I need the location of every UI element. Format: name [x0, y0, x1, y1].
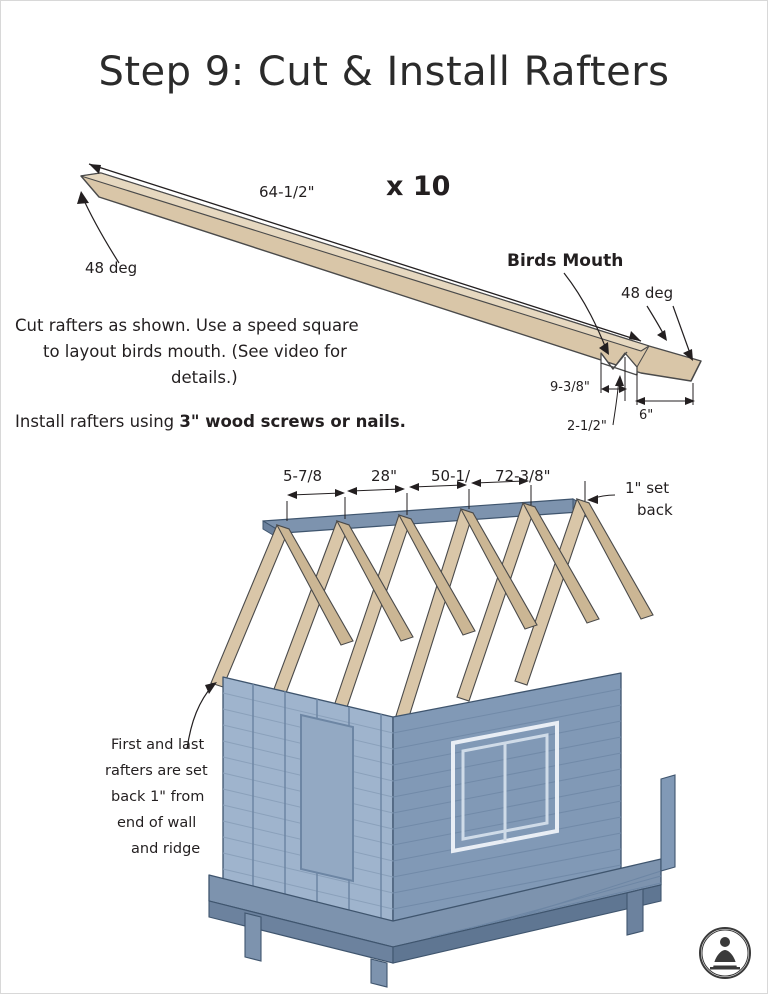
rafter-length-label: 64-1/2"	[259, 183, 315, 201]
instruction-line-1: Cut rafters as shown. Use a speed square	[15, 316, 359, 335]
spacing-label-1: 28"	[371, 467, 397, 485]
dimension-2-12-label: 2-1/2"	[567, 419, 607, 434]
logo-badge	[699, 927, 751, 979]
setback-label-line-2: back	[637, 501, 673, 519]
page-title: Step 9: Cut & Install Rafters	[98, 49, 670, 95]
rafter-setback-note-line-4: and ridge	[131, 841, 201, 857]
instruction-line-4-prefix: Install rafters using	[15, 412, 180, 431]
instruction-line-4	[15, 409, 455, 435]
playhouse-assembly	[209, 499, 675, 987]
rafter-setback-note-line-0: First and last	[111, 737, 205, 753]
spacing-label-3: 72-3/8"	[495, 467, 551, 485]
rafter-quantity-label: x 10	[386, 171, 451, 202]
birds-mouth-angle-label: 48 deg	[621, 284, 674, 302]
instruction-line-2: to layout birds mouth. (See video for	[43, 342, 347, 361]
instruction-line-4-bold: 3" wood screws or nails.	[179, 412, 406, 431]
dimension-9-38-label: 9-3/8"	[550, 380, 590, 395]
rafter-setback-note-line-1: rafters are set	[105, 763, 208, 779]
dimension-6-label: 6"	[639, 408, 654, 423]
instruction-line-3: details.)	[171, 368, 238, 387]
diagram-canvas	[1, 1, 768, 995]
setback-label-line-1: 1" set	[625, 479, 670, 497]
door-opening	[301, 715, 353, 881]
rafter-setback-note-line-3: end of wall	[117, 815, 197, 831]
birds-mouth-label: Birds Mouth	[507, 251, 624, 271]
rafter-setback-note-line-2: back 1" from	[111, 789, 205, 805]
spacing-label-0: 5-7/8	[283, 467, 323, 485]
left-angle-label: 48 deg	[85, 259, 138, 277]
spacing-label-2: 50-1/	[431, 467, 471, 485]
logo-icon	[701, 929, 749, 977]
